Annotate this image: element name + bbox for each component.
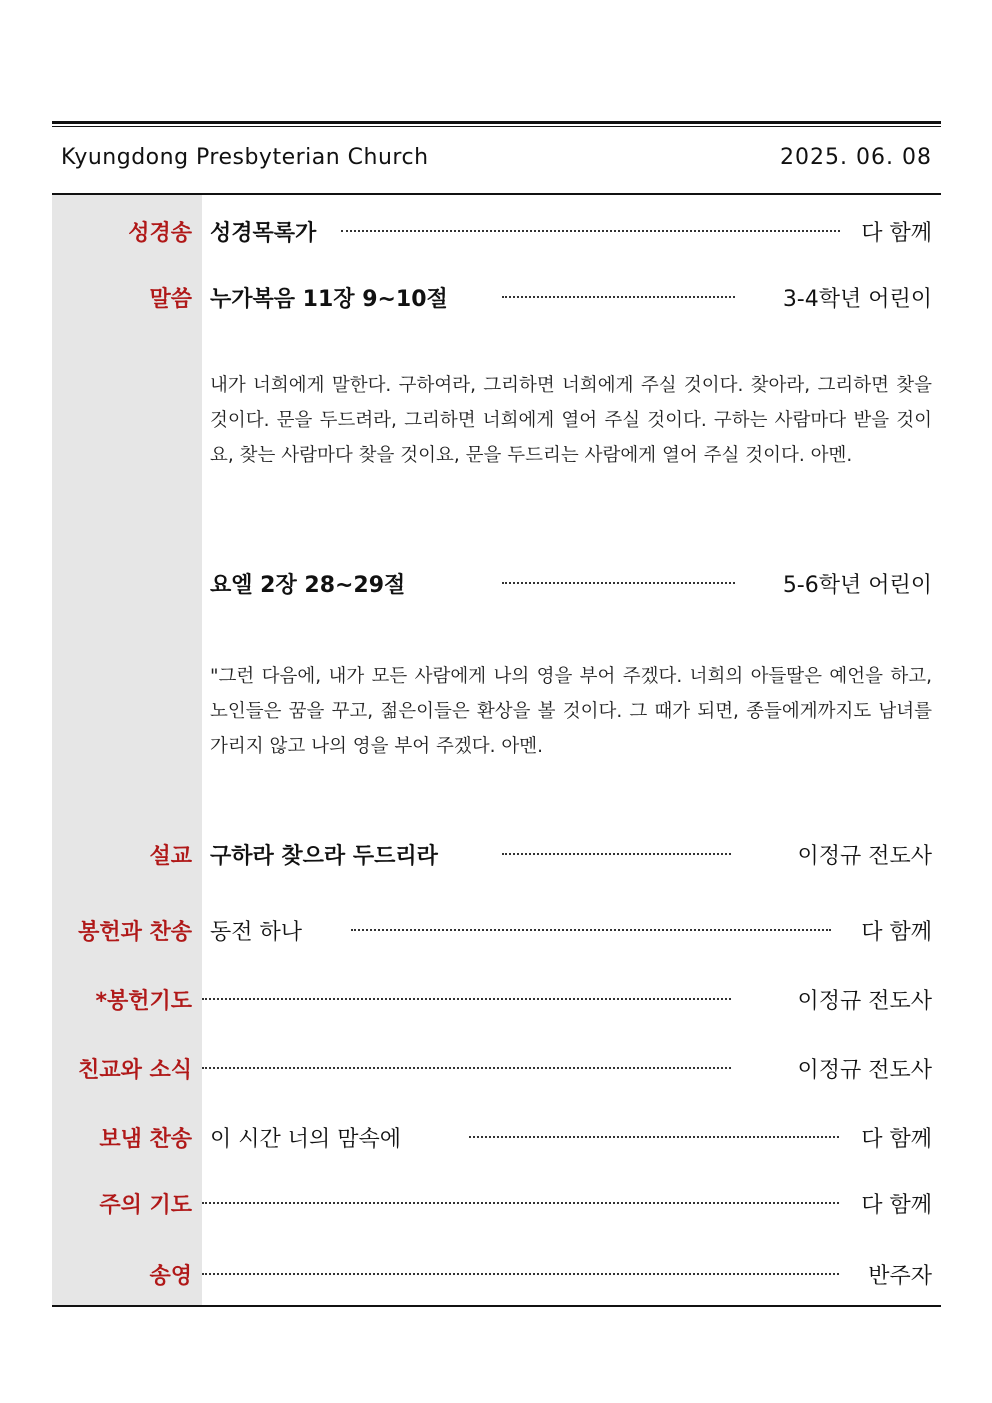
doxology-label: 송영 [149,1264,192,1289]
offering-prayer-label: *봉헌기도 [95,989,192,1014]
sending-label: 보냄 찬송 [99,1127,192,1152]
hymn-label: 성경송 [128,221,192,246]
reading1-title: 누가복음 11장 9~10절 [210,287,448,312]
top-rule-thin [52,126,941,127]
leader-dots [351,929,831,931]
leader-dots [202,1273,839,1275]
leader-dots [341,230,840,232]
hymn-leader: 다 함께 [861,221,932,246]
reading2-text: "그런 다음에, 내가 모든 사람에게 나의 영을 부어 주겠다. 너희의 아들딸은 예언을 하고, 노인들은 꿈을 꾸고, 젊은이들은 환상을 볼 것이다. 그 때가 되면, 종들에게까지도 남녀를 가리지 않고 나의 영을 부어 주겠다. 아멘. [210,666,932,757]
leader-dots [502,296,735,298]
offering-label: 봉헌과 찬송 [78,920,192,945]
lords-prayer-label: 주의 기도 [99,1193,192,1218]
reading1-text: 내가 너희에게 말한다. 구하여라, 그리하면 너희에게 주실 것이다. 찾아라, 그리하면 찾을 것이다. 문을 두드려라, 그리하면 너희에게 열어 주실 것이다. 구하는 사람마다 받을 것이요, 찾는 사람마다 찾을 것이요, 문을 두드리는 사람에게 열어 주실 것이다. 아멘. [210,375,932,466]
leader-dots [502,582,735,584]
bulletin-order-of-service [52,121,941,1307]
sending-leader: 다 함께 [861,1127,932,1152]
offering-prayer-leader: 이정규 전도사 [797,989,932,1014]
leader-dots [469,1136,839,1138]
top-rule-thick [52,121,941,124]
doxology-leader: 반주자 [868,1264,932,1289]
sending-title: 이 시간 너의 맘속에 [210,1127,401,1152]
reading2-leader: 5-6학년 어린이 [782,573,932,598]
leader-dots [202,998,731,1000]
news-leader: 이정규 전도사 [797,1058,932,1083]
sermon-title: 구하라 찾으라 두드리라 [210,844,438,869]
lords-prayer-leader: 다 함께 [861,1193,932,1218]
bottom-rule [52,1305,941,1307]
news-label: 친교와 소식 [78,1058,192,1083]
leader-dots [502,853,731,855]
service-date: 2025. 06. 08 [780,145,932,170]
offering-title: 동전 하나 [210,920,303,945]
reading1-leader: 3-4학년 어린이 [782,287,932,312]
offering-leader: 다 함께 [861,920,932,945]
church-name: Kyungdong Presbyterian Church [61,145,429,170]
leader-dots [202,1067,731,1069]
sermon-label: 설교 [149,844,192,869]
leader-dots [202,1202,839,1204]
word-label: 말씀 [149,287,192,312]
sermon-leader: 이정규 전도사 [797,844,932,869]
reading2-title: 요엘 2장 28~29절 [210,573,406,598]
hymn-title: 성경목록가 [210,221,317,246]
